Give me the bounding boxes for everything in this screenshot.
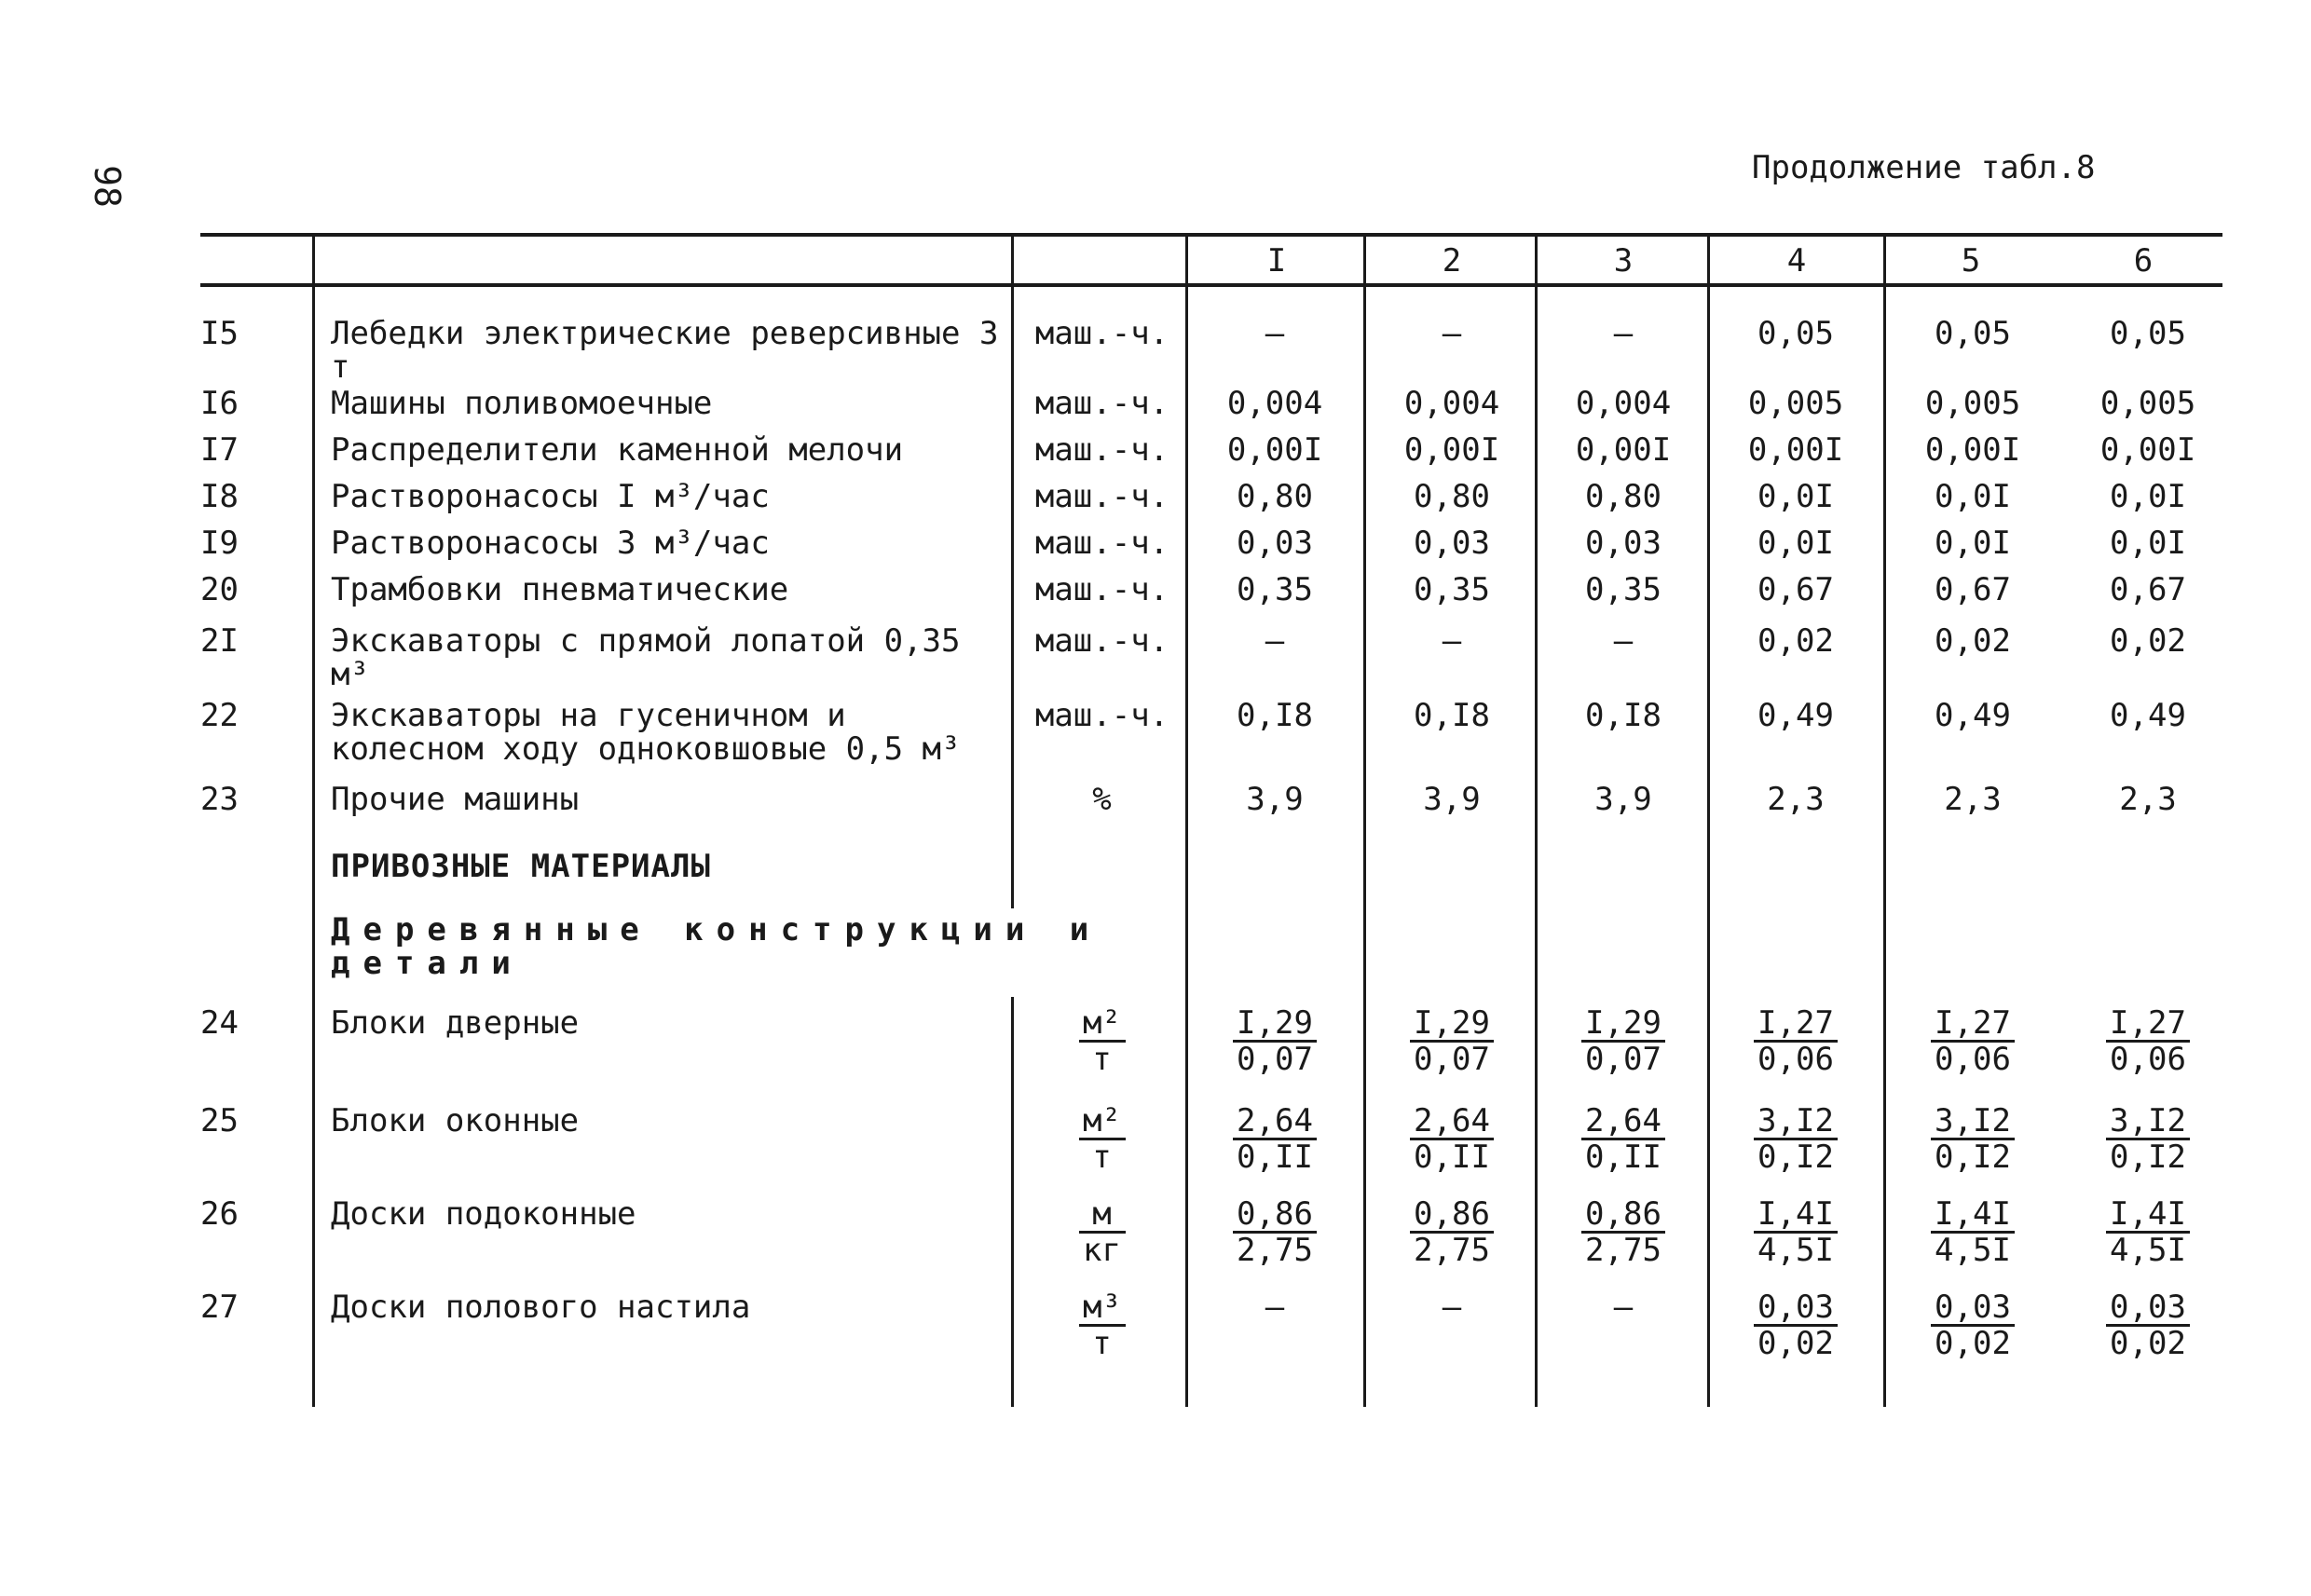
row-unit: маш.-ч. — [1034, 697, 1169, 734]
section-title: ПРИВОЗНЫЕ МАТЕРИАЛЫ — [331, 848, 711, 885]
row-value: 0,49 — [2110, 697, 2186, 734]
row-number: I9 — [200, 525, 239, 562]
row-unit: маш.-ч. — [1034, 431, 1169, 469]
value-numerator: – — [1442, 1289, 1462, 1326]
row-unit: маш.-ч. — [1034, 315, 1169, 352]
row-number: 27 — [200, 1289, 239, 1326]
row-value: – — [1442, 315, 1462, 352]
unit-denominator: кг — [1083, 1232, 1121, 1269]
row-value — [2064, 1104, 2232, 1174]
row-name: Экскаваторы на гусеничном и колесном ходу одноковшовые 0,5 м³ — [331, 697, 961, 768]
row-value — [1889, 1290, 2057, 1360]
row-unit — [1020, 1290, 1183, 1360]
row-value — [2064, 1197, 2232, 1267]
value-denominator: 0,II — [1414, 1139, 1490, 1176]
row-name: Блоки дверные — [331, 1004, 580, 1042]
value-denominator: 4,5I — [1935, 1232, 2011, 1269]
row-value — [1889, 1006, 2057, 1076]
row-value: 0,03 — [1237, 525, 1313, 562]
row-value: 0,005 — [2099, 385, 2196, 422]
unit-numerator: м³ — [1079, 1290, 1126, 1327]
row-value — [1712, 1197, 1880, 1267]
row-unit: маш.-ч. — [1034, 525, 1169, 562]
row-value: 0,00I — [2099, 431, 2196, 469]
value-denominator: 0,II — [1237, 1139, 1313, 1176]
row-unit: маш.-ч. — [1034, 571, 1169, 608]
row-value: 0,67 — [1757, 571, 1834, 608]
column-divider — [1363, 233, 1366, 1407]
row-value: – — [1613, 315, 1634, 352]
row-value: – — [1265, 315, 1285, 352]
value-numerator: 3,I2 — [1931, 1104, 2015, 1140]
row-name: Блоки оконные — [331, 1102, 580, 1139]
row-value: 0,00I — [1924, 431, 2021, 469]
column-divider — [1883, 233, 1886, 1407]
value-numerator: – — [1613, 1289, 1634, 1326]
row-name: Машины поливомоечные — [331, 385, 713, 422]
value-denominator: 0,07 — [1585, 1041, 1661, 1078]
value-denominator: 0,I2 — [2110, 1139, 2186, 1176]
value-numerator: I,29 — [1581, 1006, 1665, 1043]
column-divider — [312, 233, 315, 1407]
row-value: 0,05 — [1935, 315, 2011, 352]
row-value — [2064, 1290, 2232, 1360]
row-unit — [1020, 1006, 1183, 1076]
value-numerator: I,29 — [1233, 1006, 1317, 1043]
unit-numerator: м² — [1079, 1104, 1126, 1140]
row-value — [1191, 1290, 1359, 1324]
row-value — [2064, 1006, 2232, 1076]
row-number: 26 — [200, 1195, 239, 1233]
row-value: 0,00I — [1575, 431, 1672, 469]
table-continuation-label: Продолжение табл.8 — [1752, 149, 2096, 186]
row-value: 0,0I — [1935, 525, 2011, 562]
value-numerator: I,4I — [1754, 1197, 1838, 1234]
row-value: 3,9 — [1246, 781, 1304, 818]
row-value: – — [1613, 622, 1634, 660]
row-number: 20 — [200, 571, 239, 608]
row-value: 0,49 — [1935, 697, 2011, 734]
value-numerator: 0,03 — [1931, 1290, 2015, 1327]
page-number: 98 — [86, 165, 128, 208]
row-value: 0,35 — [1237, 571, 1313, 608]
value-numerator: 0,86 — [1233, 1197, 1317, 1234]
row-value — [1712, 1290, 1880, 1360]
row-value: 0,0I — [2110, 478, 2186, 515]
column-header: 5 — [1961, 242, 1981, 280]
value-denominator: 0,07 — [1414, 1041, 1490, 1078]
column-header: 3 — [1613, 242, 1634, 280]
value-denominator: 2,75 — [1414, 1232, 1490, 1269]
row-value: 0,03 — [1585, 525, 1661, 562]
row-value: 0,00I — [1747, 431, 1844, 469]
value-denominator: 2,75 — [1237, 1232, 1313, 1269]
row-name: Растворонасосы I м³/час — [331, 478, 770, 515]
column-divider — [1707, 233, 1710, 1407]
row-value — [1191, 1006, 1359, 1076]
column-divider — [1185, 233, 1188, 1407]
row-value: – — [1442, 622, 1462, 660]
row-number: 24 — [200, 1004, 239, 1042]
row-value: 0,I8 — [1414, 697, 1490, 734]
value-denominator: 2,75 — [1585, 1232, 1661, 1269]
row-value: 2,3 — [2119, 781, 2177, 818]
row-value: 0,005 — [1924, 385, 2021, 422]
row-value: 0,005 — [1747, 385, 1844, 422]
row-value: 0,02 — [1935, 622, 2011, 660]
value-denominator: 4,5I — [1757, 1232, 1834, 1269]
row-name: Трамбовки пневматические — [331, 571, 789, 608]
subsection-title: Деревянные конструкции и детали — [331, 911, 1102, 982]
row-value: 0,05 — [1757, 315, 1834, 352]
row-value: 0,03 — [1414, 525, 1490, 562]
row-value: 0,0I — [1935, 478, 2011, 515]
row-value: 0,0I — [2110, 525, 2186, 562]
column-header: 4 — [1786, 242, 1807, 280]
row-value — [1191, 1104, 1359, 1174]
value-denominator: 0,06 — [2110, 1041, 2186, 1078]
value-denominator: 0,02 — [1935, 1325, 2011, 1362]
row-value — [1539, 1104, 1707, 1174]
column-divider — [1011, 233, 1014, 908]
value-numerator: I,4I — [1931, 1197, 2015, 1234]
row-value — [1889, 1104, 2057, 1174]
row-value — [1712, 1104, 1880, 1174]
row-name: Доски подоконные — [331, 1195, 636, 1233]
table-header-rule — [200, 283, 2222, 287]
value-denominator: 0,02 — [1757, 1325, 1834, 1362]
row-number: 25 — [200, 1102, 239, 1139]
row-value: 0,05 — [2110, 315, 2186, 352]
value-numerator: 3,I2 — [2106, 1104, 2190, 1140]
row-unit: маш.-ч. — [1034, 478, 1169, 515]
row-value: 0,I8 — [1585, 697, 1661, 734]
unit-numerator: м² — [1079, 1006, 1126, 1043]
row-value: 0,67 — [1935, 571, 2011, 608]
row-value: 0,004 — [1403, 385, 1500, 422]
row-value — [1368, 1104, 1536, 1174]
row-value — [1368, 1290, 1536, 1324]
row-number: 22 — [200, 697, 239, 734]
row-value — [1712, 1006, 1880, 1076]
row-value: 0,02 — [1757, 622, 1834, 660]
row-value — [1368, 1197, 1536, 1267]
row-value: 0,35 — [1585, 571, 1661, 608]
row-value: 0,004 — [1226, 385, 1323, 422]
value-denominator: 0,I2 — [1935, 1139, 2011, 1176]
row-value: 0,80 — [1414, 478, 1490, 515]
value-numerator: I,4I — [2106, 1197, 2190, 1234]
row-value — [1539, 1290, 1707, 1324]
row-number: I5 — [200, 315, 239, 352]
column-header: 6 — [2133, 242, 2154, 280]
value-numerator: I,27 — [1931, 1006, 2015, 1043]
row-unit — [1020, 1197, 1183, 1267]
row-value: 0,004 — [1575, 385, 1672, 422]
row-value: 0,35 — [1414, 571, 1490, 608]
value-numerator: 2,64 — [1233, 1104, 1317, 1140]
row-value: 0,80 — [1585, 478, 1661, 515]
value-denominator: 4,5I — [2110, 1232, 2186, 1269]
row-value: 0,I8 — [1237, 697, 1313, 734]
row-value: – — [1265, 622, 1285, 660]
unit-denominator: т — [1092, 1325, 1112, 1362]
column-header: 2 — [1442, 242, 1462, 280]
row-value: 0,00I — [1226, 431, 1323, 469]
row-unit: маш.-ч. — [1034, 622, 1169, 660]
value-numerator: 0,03 — [2106, 1290, 2190, 1327]
row-value: 3,9 — [1594, 781, 1652, 818]
row-name: Распределители каменной мелочи — [331, 431, 904, 469]
value-numerator: 2,64 — [1410, 1104, 1494, 1140]
row-unit: % — [1092, 781, 1112, 818]
value-numerator: 0,86 — [1581, 1197, 1665, 1234]
row-name: Доски полового настила — [331, 1289, 751, 1326]
column-divider — [1011, 997, 1014, 1407]
value-numerator: – — [1265, 1289, 1285, 1326]
value-numerator: I,27 — [2106, 1006, 2190, 1043]
row-value: 0,49 — [1757, 697, 1834, 734]
value-numerator: 3,I2 — [1754, 1104, 1838, 1140]
table-top-rule — [200, 233, 2222, 237]
row-value: 2,3 — [1944, 781, 2002, 818]
row-number: 2I — [200, 622, 239, 660]
row-value: 0,67 — [2110, 571, 2186, 608]
value-denominator: 0,07 — [1237, 1041, 1313, 1078]
row-value: 0,0I — [1757, 478, 1834, 515]
row-value: 0,80 — [1237, 478, 1313, 515]
unit-denominator: т — [1092, 1139, 1112, 1176]
row-name: Экскаваторы с прямой лопатой 0,35 м³ — [331, 622, 961, 693]
row-value — [1539, 1006, 1707, 1076]
row-name: Лебедки электрические реверсивные 3 т — [331, 315, 999, 386]
unit-denominator: т — [1092, 1041, 1112, 1078]
row-unit — [1020, 1104, 1183, 1174]
value-denominator: 0,II — [1585, 1139, 1661, 1176]
row-number: I8 — [200, 478, 239, 515]
value-numerator: I,29 — [1410, 1006, 1494, 1043]
row-number: I6 — [200, 385, 239, 422]
column-header: I — [1266, 242, 1287, 280]
row-value: 0,02 — [2110, 622, 2186, 660]
row-name: Растворонасосы 3 м³/час — [331, 525, 770, 562]
row-value — [1889, 1197, 2057, 1267]
unit-numerator: м — [1079, 1197, 1126, 1234]
row-value — [1368, 1006, 1536, 1076]
value-denominator: 0,06 — [1935, 1041, 2011, 1078]
row-value: 3,9 — [1423, 781, 1481, 818]
row-value: 0,0I — [1757, 525, 1834, 562]
value-numerator: 0,86 — [1410, 1197, 1494, 1234]
value-numerator: 2,64 — [1581, 1104, 1665, 1140]
row-value — [1191, 1197, 1359, 1267]
value-denominator: 0,06 — [1757, 1041, 1834, 1078]
row-value — [1539, 1197, 1707, 1267]
row-value: 0,00I — [1403, 431, 1500, 469]
row-number: I7 — [200, 431, 239, 469]
value-denominator: 0,I2 — [1757, 1139, 1834, 1176]
value-numerator: I,27 — [1754, 1006, 1838, 1043]
row-name: Прочие машины — [331, 781, 580, 818]
value-denominator: 0,02 — [2110, 1325, 2186, 1362]
row-value: 2,3 — [1767, 781, 1825, 818]
row-unit: маш.-ч. — [1034, 385, 1169, 422]
row-number: 23 — [200, 781, 239, 818]
value-numerator: 0,03 — [1754, 1290, 1838, 1327]
